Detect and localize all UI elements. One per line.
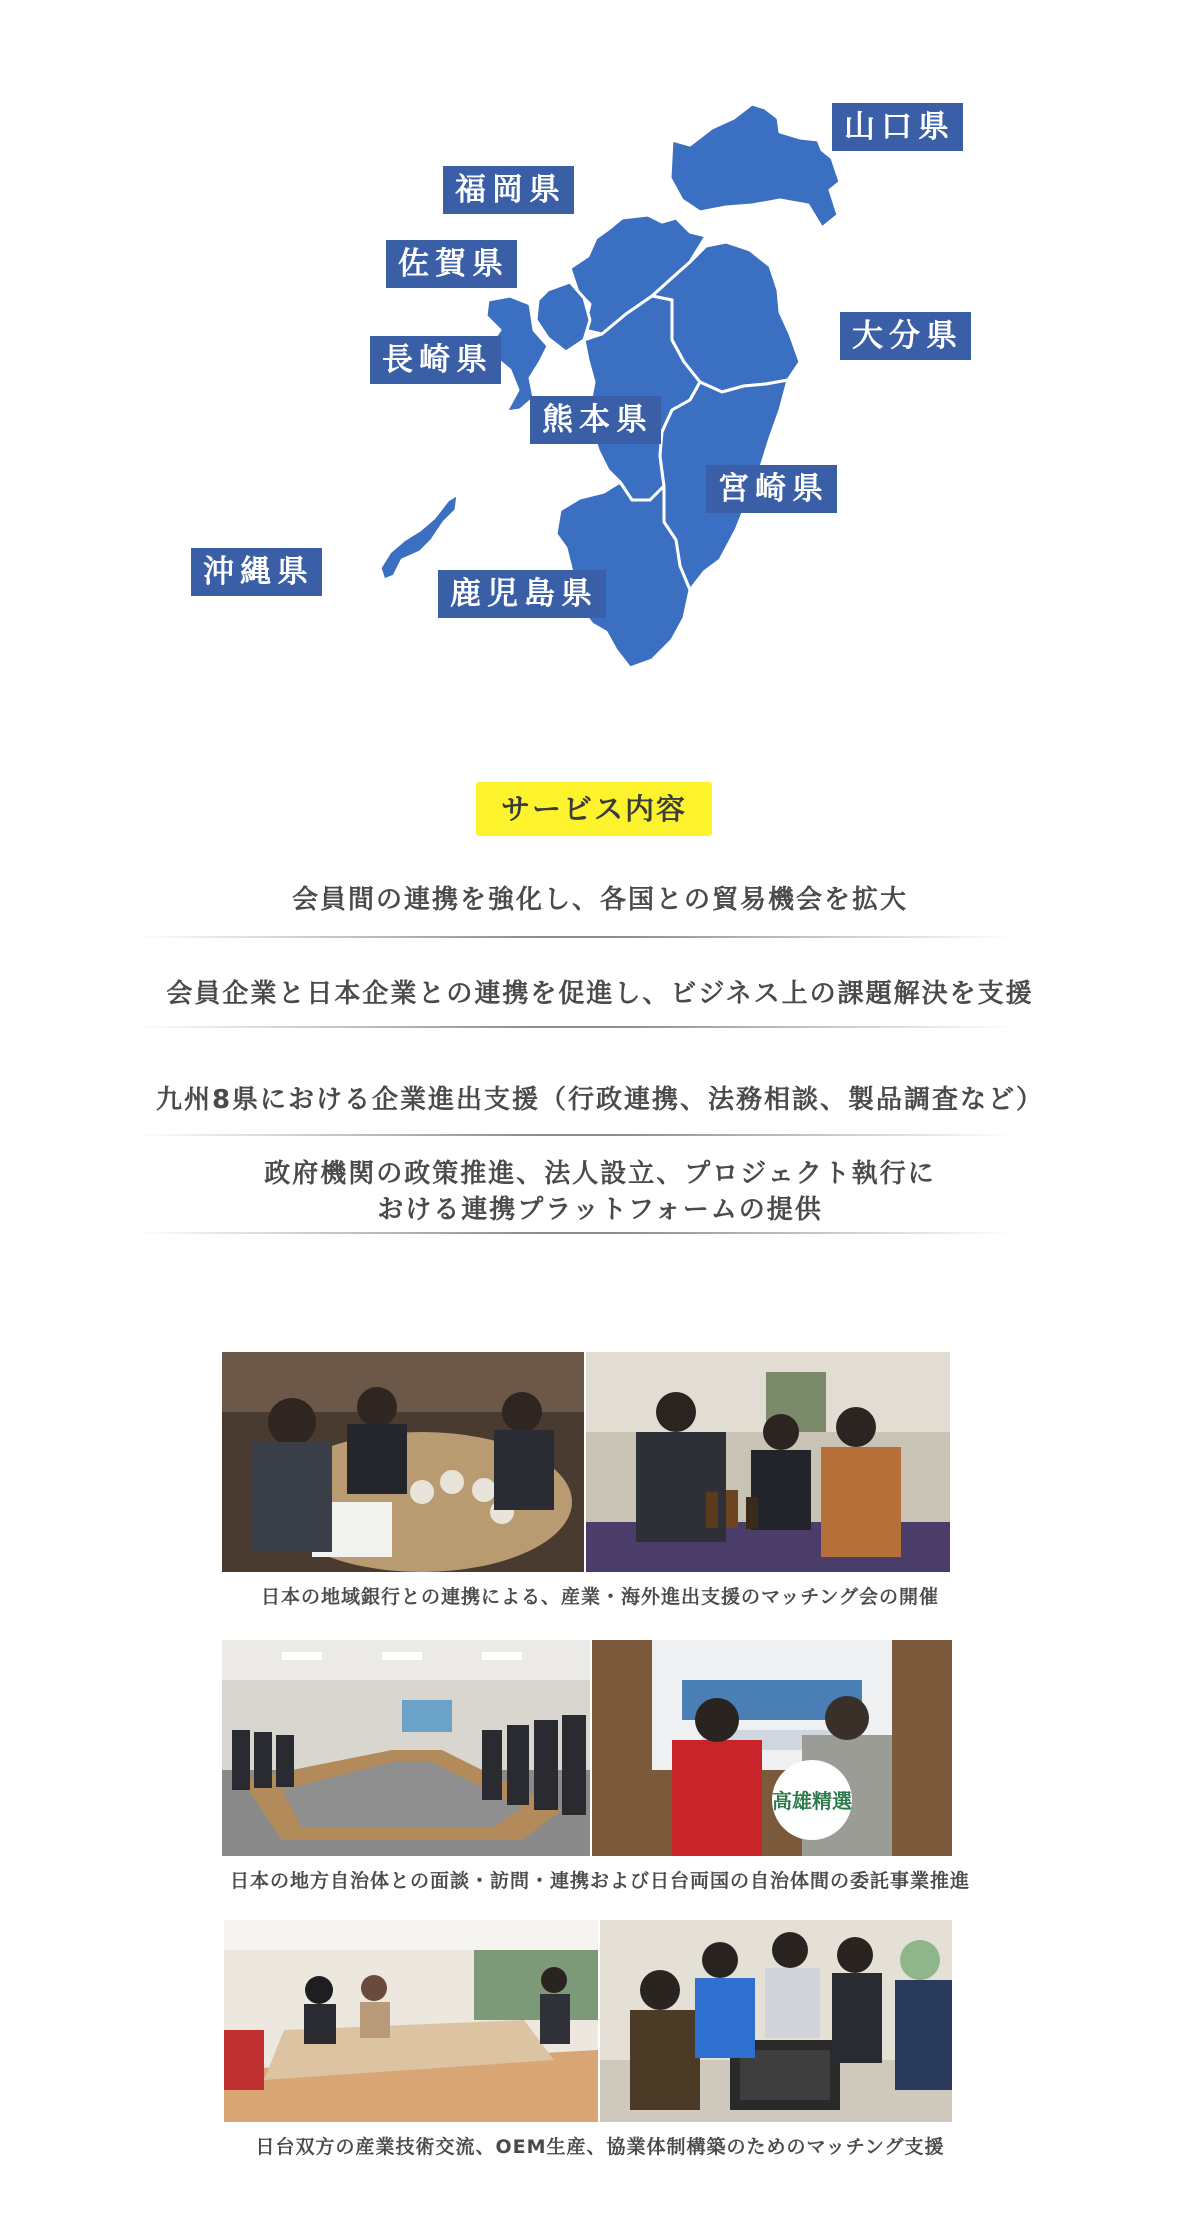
pref-label-nagasaki: 長崎県 [370,336,501,384]
sign-text: 高雄精選 [772,1789,852,1813]
pref-label-oita: 大分県 [840,312,971,360]
tasting-photo [586,1352,950,1572]
pref-label-okinawa: 沖縄県 [191,548,322,596]
service-item-3: 九州8県における企業進出支援（行政連携、法務相談、製品調査など） [155,1085,1045,1115]
seminar-photo [224,1920,598,2122]
service-item-4-line-2: おける連携プラットフォームの提供 [377,1195,823,1225]
services-title-badge: サービス内容 [476,782,712,836]
meeting-photo [222,1352,584,1572]
workshop-photo [600,1920,952,2122]
pref-label-kumamoto: 熊本県 [530,396,661,444]
pref-label-yamaguchi: 山口県 [832,103,963,151]
gallery-caption-1: 日本の地域銀行との連携による、産業・海外進出支援のマッチング会の開催 [261,1586,939,1608]
pref-label-fukuoka: 福岡県 [443,166,574,214]
pref-label-saga: 佐賀県 [386,240,517,288]
service-item-2: 会員企業と日本企業との連携を促進し、ビジネス上の課題解決を支援 [166,979,1034,1009]
gallery-caption-2: 日本の地方自治体との面談・訪問・連携および日台両国の自治体間の委託事業推進 [229,1870,970,1892]
conference-room-photo [222,1640,590,1856]
service-divider [135,1026,1015,1028]
kyushu-map [0,0,1200,700]
service-divider [135,1232,1015,1234]
pref-label-miyazaki: 宮崎県 [706,465,837,513]
yamaguchi-shape [670,104,840,228]
presentation-photo [592,1640,952,1856]
service-item-4-line-1: 政府機関の政策推進、法人設立、プロジェクト執行に [264,1159,936,1189]
gallery-caption-3: 日台双方の産業技術交流、OEM生産、協業体制構築のためのマッチング支援 [255,2136,945,2158]
pref-label-kagoshima: 鹿児島県 [438,570,606,618]
service-divider [135,1134,1015,1136]
service-item-1: 会員間の連携を強化し、各国との貿易機会を拡大 [291,885,908,915]
okinawa-shape [380,494,458,580]
service-divider [135,936,1015,938]
